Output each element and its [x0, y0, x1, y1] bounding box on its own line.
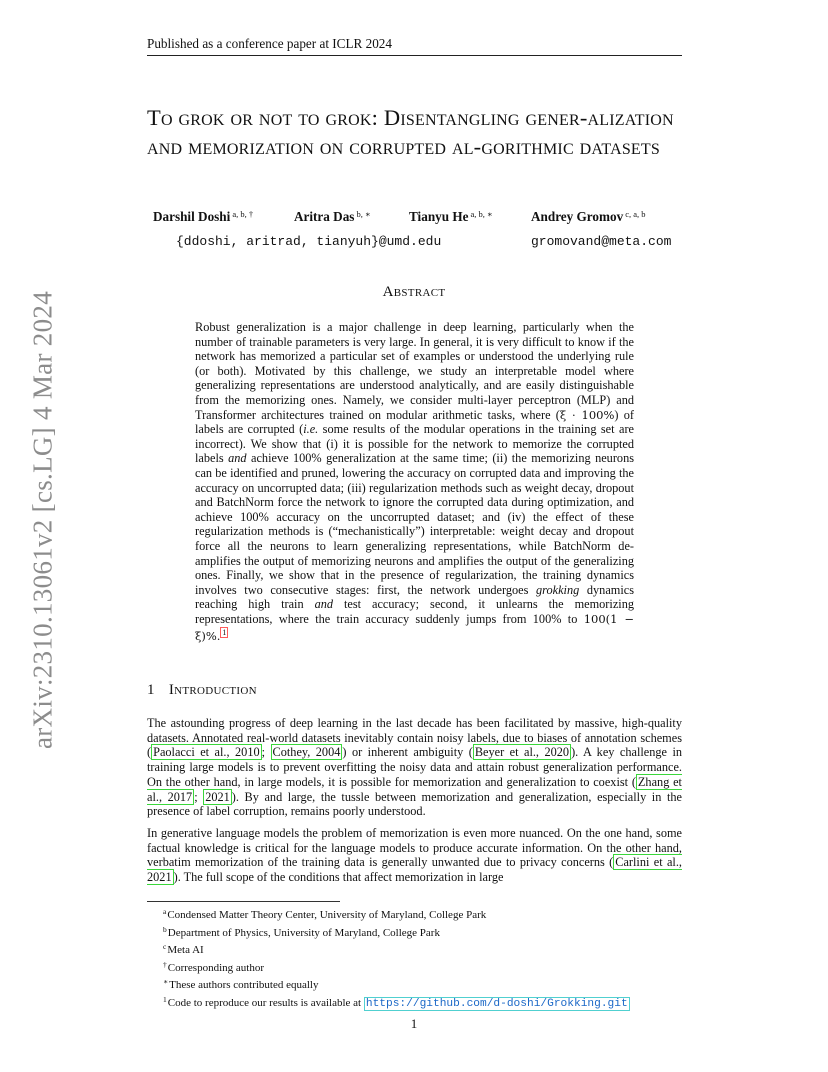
citation-link[interactable]: Beyer et al., 2020 [474, 745, 570, 760]
arxiv-identifier: arXiv:2310.13061v2 [cs.LG] 4 Mar 2024 [27, 290, 58, 750]
citation-link[interactable]: Zhang et al., 2017 [147, 774, 682, 804]
footnote-link[interactable]: 1 [222, 628, 227, 638]
author-name: Aritra Das $^{b, ∗}$ [294, 209, 371, 224]
footnote: †Corresponding author [163, 959, 264, 974]
footnote: ∗These authors contributed equally [163, 977, 319, 992]
footnote: $^1$Code to reproduce our results is available at https://github.com/d-doshi/Grokking.git [163, 994, 628, 1010]
code-repository-link[interactable]: https://github.com/d-doshi/Grokking.git [365, 997, 628, 1010]
citation-link[interactable]: Carlini et al., 2021 [147, 855, 682, 885]
citation-link[interactable]: 2021 [205, 789, 230, 804]
author-name: Tianyu He $^{a, b, ∗}$ [409, 209, 493, 224]
introduction-body [147, 716, 682, 892]
paper-title: To grok or not to grok: Disentangling gener-alization and memorization on corrupted al-gorithmic datasets [147, 105, 674, 159]
author-name: Andrey Gromov $^{c, a, b}$ [531, 209, 646, 224]
email-meta: gromovand@meta.com [531, 234, 672, 249]
citation-link[interactable]: Cothey, 2004 [272, 745, 341, 760]
running-header: Published as a conference paper at ICLR 2024 [147, 36, 682, 56]
footnote-divider [147, 901, 340, 902]
footnote: $^a$Condensed Matter Theory Center, University of Maryland, College Park [163, 907, 487, 921]
section-heading: 1 Introduction [147, 682, 257, 698]
footnotes [163, 905, 683, 1012]
paragraph: The astounding progress of deep learning in the last decade has been facilitated by massive, high-quality datasets. Annotated real-world datasets inevitably contain noisy labels, due to biases of annotation schemes ( Paolacci et al., 2010 ; Cothey, 2004 ) or inherent ambiguity ( Beyer et al., 2020 ). A key challenge in training large models is to prevent overfitting the noisy data and attain robust generalization performance. On the other hand, in large models, it is possible for memorization and generalization to coexist ( Zhang et al., 2017 ; 2021 ). By and large, the tussle between memorization and generalization, especially in the presence of label corruption, remains poorly understood. [147, 716, 683, 819]
email-umd: {ddoshi, aritrad, tianyuh}@umd.edu [176, 234, 442, 249]
abstract-text: Robust generalization is a major challenge in deep learning, particularly when the number of trainable parameters is very large. In general, it is very difficult to know if the network has memorized a particular set of examples or understood the underlying rule (or both). Motivated by this challenge, we study an interpretable model where generalizing representations are understood analytically, and are easily distinguishable from the memorizing ones. Namely, we consider multi-layer perceptron (MLP) and Transformer architectures trained on modular arithmetic tasks, where (ξ · 100%) of labels are corrupted (i.e. some results of the modular operations in the training set are incorrect). We show that (i) it is possible for the network to memorize the corrupted labels and achieve 100% generalization at the same time; (ii) the memorizing neurons can be identified and pruned, lowering the accuracy on corrupted data and improving the accuracy on uncorrupted data; (iii) regularization methods such as weight decay, dropout and BatchNorm force the network to ignore the corrupted data during optimization, and achieve 100% accuracy on the uncorrupted dataset; and (iv) the effect of these regularization methods is (“mechanistically”) interpretable: weight decay and dropout force all the neurons to learn generalizing representations, while BatchNorm de-amplifies the output of memorizing neurons and amplifies the output of the generalizing ones. Finally, we show that in the presence of regularization, the training dynamics involves two consecutive stages: first, the network undergoes grokking dynamics reaching high train and test accuracy; second, it unlearns the memorizing representations, where the train accuracy suddenly jumps from 100% to 100(1 − ξ)%. $^1$ [195, 320, 635, 644]
footnote: $^b$Department of Physics, University of Maryland, College Park [163, 924, 440, 939]
author-name: Darshil Doshi $^{a, b, \dagger}$ [153, 209, 254, 224]
citation-link[interactable]: Paolacci et al., 2010 [153, 745, 260, 760]
abstract-heading: Abstract [382, 284, 446, 300]
paragraph: In generative language models the problem of memorization is even more nuanced. On the one hand, some factual knowledge is critical for the language models to produce accurate information. On the other hand, verbatim memorization of the training data is generally unwanted due to privacy concerns ( Carlini et al., 2021 ). The full scope of the conditions that affect memorization in large [147, 825, 682, 885]
page-number: 1 [410, 1016, 418, 1031]
footnote: $^c$Meta AI [163, 942, 204, 957]
